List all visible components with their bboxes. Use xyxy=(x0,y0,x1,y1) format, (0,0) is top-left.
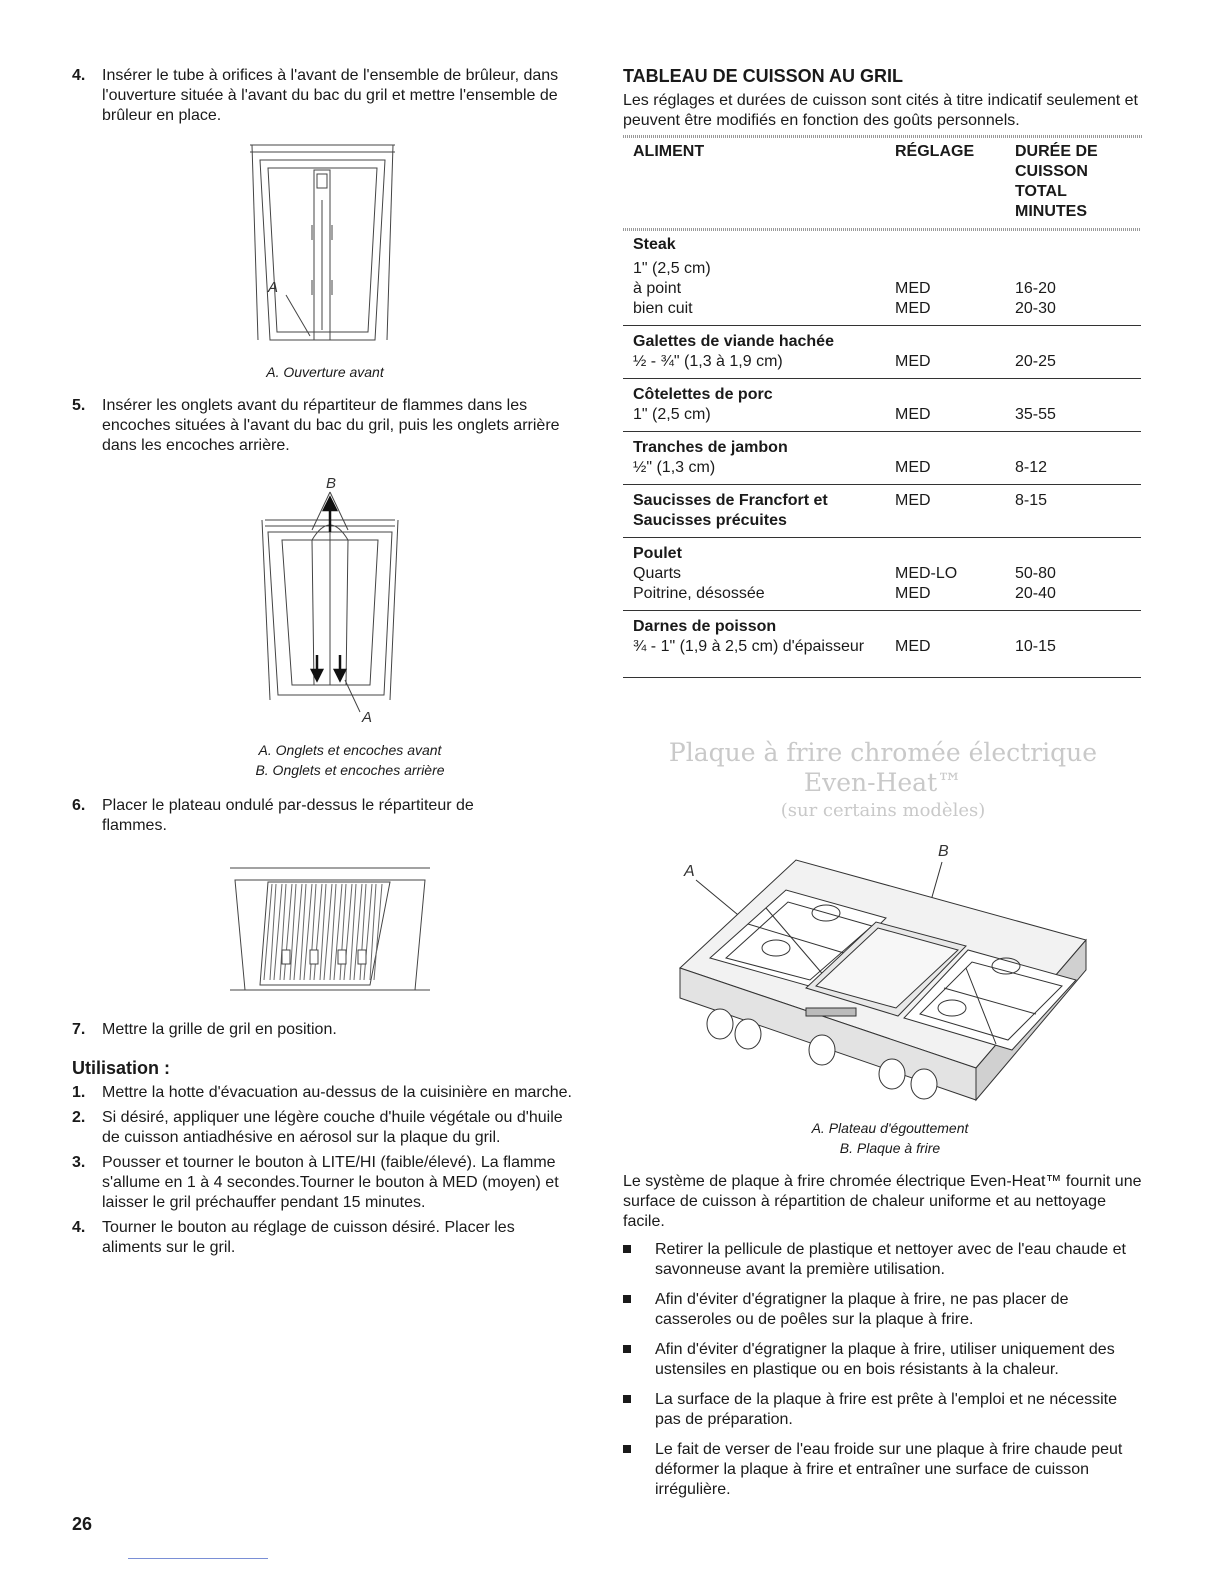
utilisation-heading: Utilisation : xyxy=(72,1058,170,1078)
caption-line-a: A. Plateau d'égouttement xyxy=(811,1120,969,1136)
table-row xyxy=(623,564,1141,584)
bullet-text: Afin d'éviter d'égratigner la plaque à frire, utiliser uniquement des ustensiles en plastique ou en bois résistants à la chaleur. xyxy=(655,1341,1115,1378)
bullet-text: Afin d'éviter d'égratigner la plaque à frire, ne pas placer de casseroles ou de poêles sur la plaque à frire. xyxy=(655,1291,1069,1328)
time-cell: 50-80 xyxy=(1015,565,1056,582)
table-row xyxy=(623,584,1141,604)
step-number: 5. xyxy=(72,397,86,414)
step-text: Mettre la grille de gril en position. xyxy=(102,1021,337,1038)
description-cell: 1" (2,5 cm) xyxy=(633,260,711,277)
utilisation-step xyxy=(72,1108,572,1148)
flame-spreader-illustration xyxy=(260,470,400,730)
time-cell: 8-15 xyxy=(1015,492,1048,509)
table-group-row xyxy=(623,326,1141,353)
step-text: Pousser et tourner le bouton à LITE/HI (faible/élevé). La flamme s'allume en 1 à 4 secondes.Tourner le bouton à MED (moyen) et laisser le gril préchauffer pendant 15 minutes. xyxy=(102,1154,559,1211)
setting-cell: MED xyxy=(895,353,931,370)
description-cell: bien cuit xyxy=(633,300,693,317)
setting-cell xyxy=(885,259,1005,279)
utilisation-step xyxy=(72,1218,572,1258)
bullet-text: Le fait de verser de l'eau froide sur une plaque à frire chaude peut déformer la plaque à frire et entraîner une surface de cuisson irrégulière. xyxy=(655,1441,1123,1498)
header-duree: DURÉE DE CUISSON TOTAL MINUTES xyxy=(1015,143,1098,220)
table-row xyxy=(623,279,1141,299)
bullet-item xyxy=(623,1340,1143,1380)
bullet-item xyxy=(623,1440,1143,1500)
figure-label-b: B xyxy=(326,475,337,492)
utilisation-step xyxy=(72,1083,572,1103)
burner-assembly-illustration xyxy=(250,140,395,350)
bullet-icon xyxy=(623,1445,631,1453)
griddle-banner xyxy=(623,738,1143,824)
step-text: Insérer le tube à orifices à l'avant de l'ensemble de brûleur, dans l'ouverture située à l'avant du bac du gril et mettre l'ensemble de brûleur en place. xyxy=(102,67,559,124)
food-group-name: Saucisses de Francfort et Saucisses précuites xyxy=(633,492,828,529)
description-cell: Quarts xyxy=(633,565,682,582)
figure-2-caption xyxy=(200,740,500,780)
table-group-row xyxy=(623,379,1141,406)
table-group-row xyxy=(623,231,1141,255)
bullet-icon xyxy=(623,1345,631,1353)
setting-cell: MED xyxy=(895,406,931,423)
header-reglage: RÉGLAGE xyxy=(895,143,975,160)
description-cell: ¾ - 1" (1,9 à 2,5 cm) d'épaisseur xyxy=(633,638,865,655)
step-text: Mettre la hotte d'évacuation au-dessus de la cuisinière en marche. xyxy=(102,1084,572,1101)
setting-cell: MED xyxy=(895,280,931,297)
banner-brand: Even-Heat™ xyxy=(803,768,963,797)
step-text: Si désiré, appliquer une légère couche d'huile végétale ou d'huile de cuisson antiadhésive en aérosol sur la plaque du gril. xyxy=(102,1109,563,1146)
cooktop-figure-caption xyxy=(740,1118,1040,1158)
table-header-row xyxy=(623,138,1141,228)
figure-1-caption: A. Ouverture avant xyxy=(266,364,384,380)
step-number: 3. xyxy=(72,1154,86,1171)
step-5-block xyxy=(72,396,592,456)
step-7 xyxy=(72,1020,592,1040)
setting-cell: MED xyxy=(895,492,931,509)
step-text: Placer le plateau ondulé par-dessus le répartiteur de flammes. xyxy=(102,797,474,834)
table-group-row xyxy=(623,485,1141,532)
step-7-block xyxy=(72,1020,592,1040)
food-group-name: Tranches de jambon xyxy=(633,439,788,456)
caption-line-b: B. Plaque à frire xyxy=(839,1140,941,1156)
time-cell: 20-25 xyxy=(1015,353,1056,370)
time-cell: 8-12 xyxy=(1015,459,1048,476)
bullet-icon xyxy=(623,1245,631,1253)
food-group-name: Steak xyxy=(633,236,676,253)
grill-cooking-table xyxy=(623,138,1141,678)
setting-cell: MED xyxy=(895,585,931,602)
description-cell: ½ - ¾" (1,3 à 1,9 cm) xyxy=(633,353,783,370)
step-number: 4. xyxy=(72,1219,86,1236)
figure-label-a: A xyxy=(684,863,695,880)
step-number: 7. xyxy=(72,1021,86,1038)
grill-table-intro: Les réglages et durées de cuisson sont cités à titre indicatif seulement et peuvent être modifiés en fonction des goûts personnels. xyxy=(623,92,1138,129)
setting-cell: MED-LO xyxy=(895,565,958,582)
step-number: 4. xyxy=(72,67,86,84)
step-text: Tourner le bouton au réglage de cuisson désiré. Placer les aliments sur le gril. xyxy=(102,1219,515,1256)
setting-cell: MED xyxy=(895,300,931,317)
setting-cell: MED xyxy=(895,459,931,476)
bullet-icon xyxy=(623,1395,631,1403)
figure-label-a: A xyxy=(362,709,373,726)
bullet-text: Retirer la pellicule de plastique et nettoyer avec de l'eau chaude et savonneuse avant la première utilisation. xyxy=(655,1241,1126,1278)
caption-line-a: A. Onglets et encoches avant xyxy=(258,742,442,758)
corrugated-tray-illustration xyxy=(230,860,430,1000)
banner-title: Plaque à frire chromée électrique xyxy=(668,738,1098,767)
step-5 xyxy=(72,396,592,456)
time-cell xyxy=(1005,259,1141,279)
caption-line-b: B. Onglets et encoches arrière xyxy=(255,762,445,778)
time-cell: 35-55 xyxy=(1015,406,1056,423)
table-row xyxy=(623,405,1141,425)
description-cell: 1" (2,5 cm) xyxy=(633,406,711,423)
description-cell: Poitrine, désossée xyxy=(633,585,765,602)
bullet-item xyxy=(623,1390,1143,1430)
footer-rule xyxy=(128,1558,268,1559)
page-number: 26 xyxy=(72,1514,93,1534)
bullet-icon xyxy=(623,1295,631,1303)
griddle-paragraph: Le système de plaque à frire chromée électrique Even-Heat™ fournit une surface de cuisson à répartition de chaleur uniforme et au nettoyage facile. xyxy=(623,1173,1142,1230)
table-group-row xyxy=(623,611,1141,638)
table-row xyxy=(623,637,1141,657)
figure-label-a: A xyxy=(268,279,279,296)
bullet-text: La surface de la plaque à frire est prête à l'emploi et ne nécessite pas de préparation. xyxy=(655,1391,1117,1428)
figure-label-b: B xyxy=(938,843,949,860)
description-cell: ½" (1,3 cm) xyxy=(633,459,716,476)
table-row xyxy=(623,299,1141,319)
time-cell: 16-20 xyxy=(1015,280,1056,297)
header-aliment: ALIMENT xyxy=(633,143,705,160)
description-cell: à point xyxy=(633,280,682,297)
time-cell: 20-30 xyxy=(1015,300,1056,317)
step-text: Insérer les onglets avant du répartiteur de flammes dans les encoches situées à l'avant du bac du gril, puis les onglets arrière dans les encoches arrière. xyxy=(102,397,560,454)
table-group-row xyxy=(623,432,1141,459)
utilisation-step xyxy=(72,1153,572,1213)
step-number: 6. xyxy=(72,797,86,814)
table-row xyxy=(623,352,1141,372)
utilisation-section xyxy=(72,1058,572,1258)
food-group-name: Côtelettes de porc xyxy=(633,386,773,403)
step-6 xyxy=(72,796,542,836)
table-row xyxy=(623,458,1141,478)
food-group-name: Poulet xyxy=(633,545,682,562)
table-group-row xyxy=(623,538,1141,565)
food-group-name: Darnes de poisson xyxy=(633,618,777,635)
griddle-description xyxy=(623,1172,1143,1510)
food-group-name: Galettes de viande hachée xyxy=(633,333,834,350)
bullet-item xyxy=(623,1240,1143,1280)
setting-cell: MED xyxy=(895,638,931,655)
step-6-block xyxy=(72,796,542,836)
grill-table-title: TABLEAU DE CUISSON AU GRIL xyxy=(623,66,904,86)
cooktop-griddle-illustration xyxy=(676,838,1096,1106)
time-cell: 10-15 xyxy=(1015,638,1056,655)
table-body xyxy=(623,231,1141,678)
banner-subtitle: (sur certains modèles) xyxy=(780,800,986,821)
right-column xyxy=(623,66,1143,678)
step-4 xyxy=(72,66,592,126)
time-cell: 20-40 xyxy=(1015,585,1056,602)
step-number: 2. xyxy=(72,1109,86,1126)
bullet-item xyxy=(623,1290,1143,1330)
left-column xyxy=(72,66,592,126)
table-row xyxy=(623,259,1141,279)
step-number: 1. xyxy=(72,1084,86,1101)
